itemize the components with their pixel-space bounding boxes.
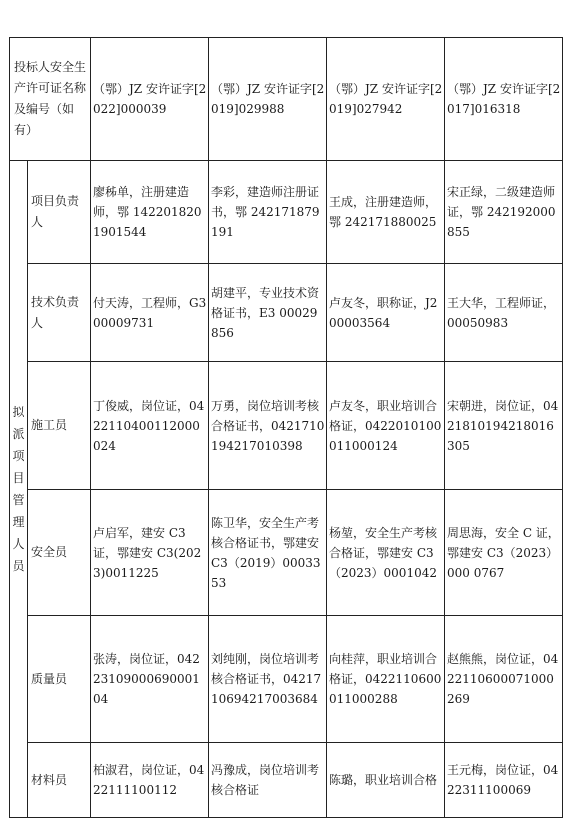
person-cell: 张涛，岗位证，0422310900069000104: [91, 616, 209, 743]
person-cell: 宋朝进，岗位证，0421810194218016305: [445, 362, 563, 490]
person-cell: 卢启军，建安 C3 证，鄂建安 C3(2023)0011225: [91, 490, 209, 616]
license-row: [10, 38, 563, 161]
role-label: 安全员: [28, 490, 91, 616]
person-cell: 宋正绿，二级建造师证，鄂 242192000855: [445, 161, 563, 264]
person-cell: 陈卫华，安全生产考核合格证书，鄂建安 C3（2019）0003353: [209, 490, 327, 616]
person-cell: 赵熊熊，岗位证，0422110600071000269: [445, 616, 563, 743]
person-cell: 王元梅，岗位证，0422311100069: [445, 743, 563, 818]
person-cell: 刘纯刚，岗位培训考核合格证书，0421710694217003684: [209, 616, 327, 743]
person-cell: 卢友冬，职业培训合格证，0422010100011000124: [327, 362, 445, 490]
role-label: 质量员: [28, 616, 91, 743]
person-cell: 周思海，安全 C 证，鄂建安 C3（2023）000 0767: [445, 490, 563, 616]
person-cell: 陈璐，职业培训合格: [327, 743, 445, 818]
license-label: 投标人安全生产许可证名称及编号（如有）: [10, 38, 91, 161]
person-cell: 杨堃，安全生产考核合格证，鄂建安 C3（2023）0001042: [327, 490, 445, 616]
person-cell: 丁俊威，岗位证，0422110400112000024: [91, 362, 209, 490]
staff-group-label: [10, 161, 28, 818]
person-cell: 柏淑君，岗位证，0422111100112: [91, 743, 209, 818]
license-number: （鄂）JZ 安许证字[2017]016318: [445, 38, 563, 161]
person-cell: 冯豫成，岗位培训考核合格证: [209, 743, 327, 818]
role-label: 技术负责人: [28, 264, 91, 362]
role-label: 材料员: [28, 743, 91, 818]
table-row: [10, 264, 563, 362]
staff-group-text: 拟派项目管理人员: [12, 405, 25, 573]
license-number: （鄂）JZ 安许证字[2019]027942: [327, 38, 445, 161]
person-cell: 卢友冬，职称证，J200003564: [327, 264, 445, 362]
license-number: （鄂）JZ 安许证字[2022]000039: [91, 38, 209, 161]
role-label: 项目负责人: [28, 161, 91, 264]
table-row: [10, 743, 563, 818]
person-cell: 胡建平，专业技术资格证书，E3 00029856: [209, 264, 327, 362]
project-staff-table: [9, 37, 563, 818]
table-row: [10, 616, 563, 743]
person-cell: 王成，注册建造师，鄂 242171880025: [327, 161, 445, 264]
person-cell: 付天涛，工程师，G300009731: [91, 264, 209, 362]
person-cell: 李彩，建造师注册证书，鄂 242171879191: [209, 161, 327, 264]
table-row: [10, 161, 563, 264]
person-cell: 王大华，工程师证，00050983: [445, 264, 563, 362]
table-row: [10, 490, 563, 616]
role-label: 施工员: [28, 362, 91, 490]
person-cell: 万勇，岗位培训考核合格证书，0421710194217010398: [209, 362, 327, 490]
license-number: （鄂）JZ 安许证字[2019]029988: [209, 38, 327, 161]
person-cell: 廖秭单，注册建造师，鄂 1422018201901544: [91, 161, 209, 264]
table-row: [10, 362, 563, 490]
person-cell: 向桂萍，职业培训合格证，0422110600011000288: [327, 616, 445, 743]
